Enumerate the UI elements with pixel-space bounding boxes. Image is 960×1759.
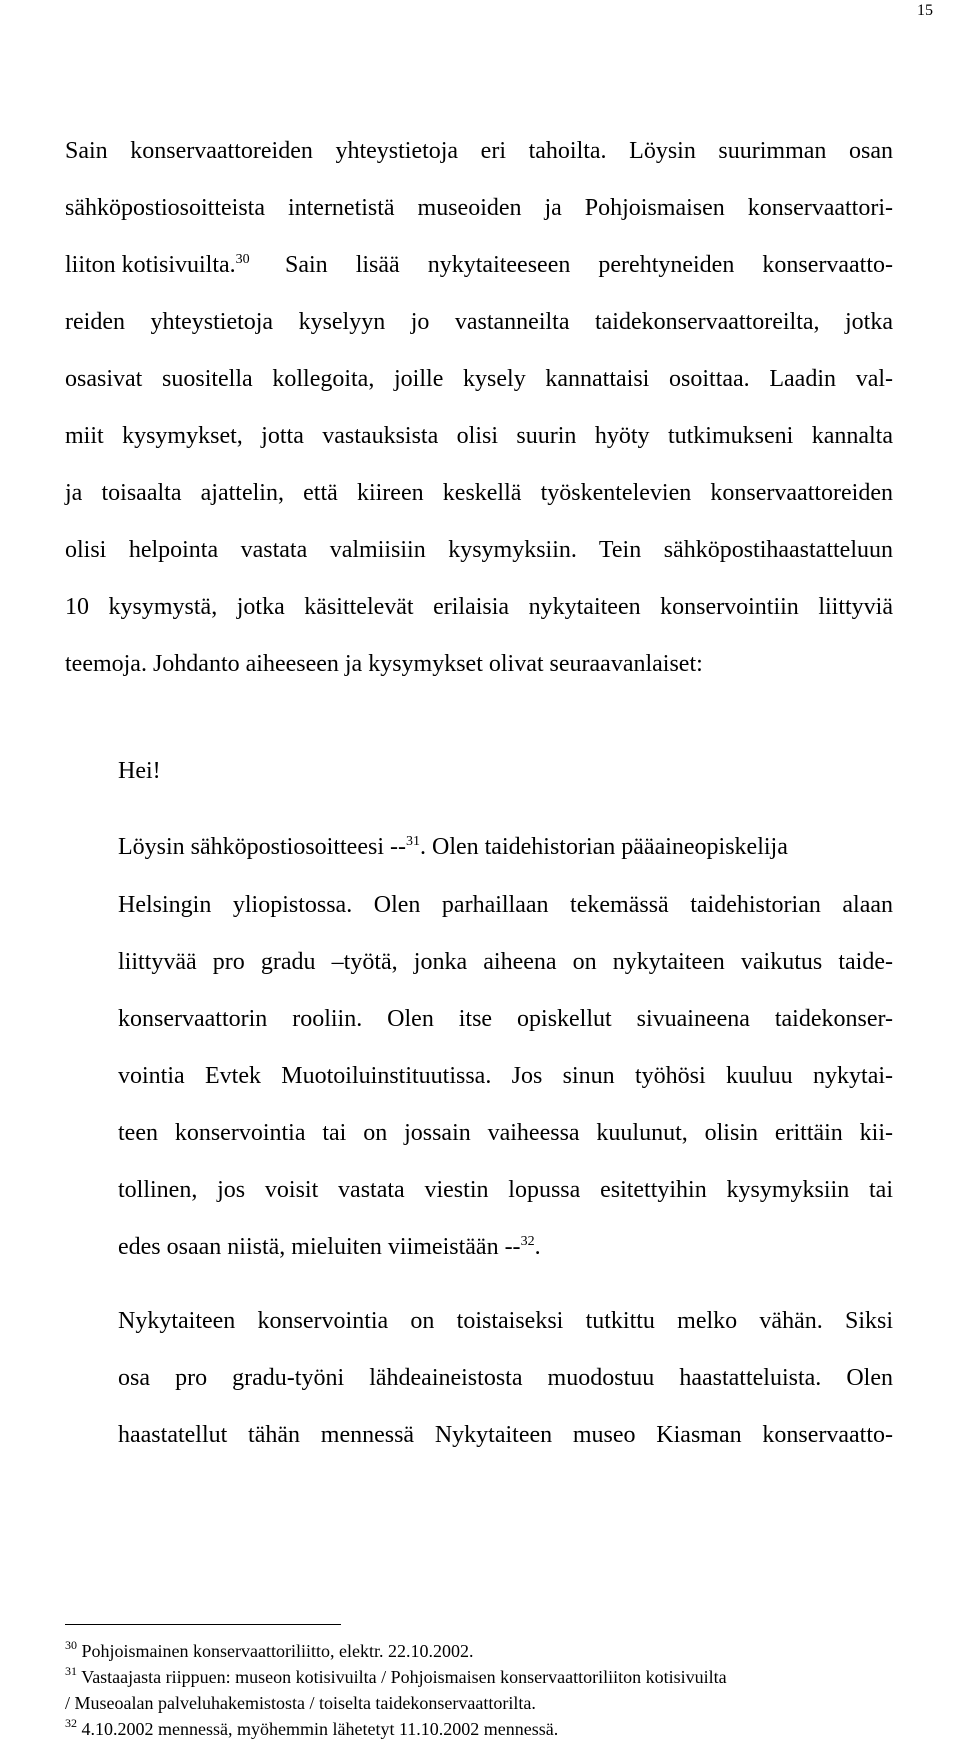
footnote bbox=[65, 1718, 558, 1740]
text-line bbox=[118, 1232, 541, 1262]
text-line: vointia Evtek Muotoiluinstituutissa. Jos sinun työhösi kuuluu nykytai- bbox=[118, 1063, 893, 1089]
text-line: reiden yhteystietoja kyselyyn jo vastanneilta taidekonservaattoreilta, jotka bbox=[65, 309, 893, 335]
letter-greeting: Hei! bbox=[118, 758, 161, 784]
footnote bbox=[65, 1692, 536, 1714]
footnote-mark: 30 bbox=[65, 1638, 77, 1652]
footnote-mark: 32 bbox=[65, 1716, 77, 1730]
footnote bbox=[65, 1640, 473, 1662]
footnote-text: 4.10.2002 mennessä, myöhemmin lähetetyt 11.10.2002 mennessä. bbox=[81, 1719, 559, 1739]
page-number: 15 bbox=[917, 2, 933, 19]
text-line: liittyvää pro gradu –työtä, jonka aiheena on nykytaiteen vaikutus taide- bbox=[118, 949, 893, 975]
text-span: Löysin sähköpostiosoitteesi -- bbox=[118, 834, 406, 860]
footnote-ref: 30 bbox=[235, 252, 250, 267]
text-line: olisi helpointa vastata valmiisiin kysymyksiin. Tein sähköpostihaastatteluun bbox=[65, 537, 893, 563]
text-line bbox=[65, 250, 250, 280]
text-line: tollinen, jos voisit vastata viestin lopussa esitettyihin kysymyksiin tai bbox=[118, 1177, 893, 1203]
text-span: . bbox=[534, 1234, 541, 1260]
text-span: edes osaan niistä, mieluiten viimeistään -- bbox=[118, 1234, 521, 1260]
text-line: Sain konservaattoreiden yhteystietoja eri tahoilta. Löysin suurimman osan bbox=[65, 138, 893, 164]
footnote-ref: 31 bbox=[405, 834, 420, 849]
text-line: haastatellut tähän mennessä Nykytaiteen museo Kiasman konservaatto- bbox=[118, 1422, 893, 1448]
text-line: osasivat suositella kollegoita, joille kysely kannattaisi osoittaa. Laadin val- bbox=[65, 366, 893, 392]
text-line: konservaattorin rooliin. Olen itse opiskellut sivuaineena taidekonser- bbox=[118, 1006, 893, 1032]
text-line: Helsingin yliopistossa. Olen parhaillaan tekemässä taidehistorian alaan bbox=[118, 892, 893, 918]
text-span: . Olen taidehistorian pääaineopiskelija bbox=[419, 834, 788, 860]
text-line: Sain lisää nykytaiteeseen perehtyneiden konservaatto- bbox=[285, 252, 893, 278]
text-span: liiton kotisivuilta. bbox=[65, 252, 236, 278]
text-line: osa pro gradu-työni lähdeaineistosta muodostuu haastatteluista. Olen bbox=[118, 1365, 893, 1391]
footnote bbox=[65, 1666, 727, 1688]
footnote-text: Pohjoismainen konservaattoriliitto, elektr. 22.10.2002. bbox=[81, 1641, 474, 1661]
text-line: 10 kysymystä, jotka käsittelevät erilaisia nykytaiteen konservointiin liittyviä bbox=[65, 594, 893, 620]
text-line: teemoja. Johdanto aiheeseen ja kysymykset olivat seuraavanlaiset: bbox=[65, 651, 703, 677]
text-line: ja toisaalta ajattelin, että kiireen keskellä työskentelevien konservaattoreiden bbox=[65, 480, 893, 506]
footnote-text: / Museoalan palveluhakemistosta / toiselta taidekonservaattorilta. bbox=[65, 1693, 536, 1713]
text-line: sähköpostiosoitteista internetistä museoiden ja Pohjoismaisen konservaattori- bbox=[65, 195, 893, 221]
text-line: teen konservointia tai on jossain vaiheessa kuulunut, olisin erittäin kii- bbox=[118, 1120, 893, 1146]
footnote-text: Vastaajasta riippuen: museon kotisivuilta / Pohjoismaisen konservaattoriliiton kotisivuilta bbox=[81, 1667, 727, 1687]
text-line: miit kysymykset, jotta vastauksista olisi suurin hyöty tutkimukseni kannalta bbox=[65, 423, 893, 449]
text-line: Nykytaiteen konservointia on toistaiseksi tutkittu melko vähän. Siksi bbox=[118, 1308, 893, 1334]
text-line bbox=[118, 832, 788, 862]
footnote-mark: 31 bbox=[65, 1664, 77, 1678]
footnote-divider bbox=[65, 1624, 341, 1625]
footnote-ref: 32 bbox=[520, 1234, 535, 1249]
